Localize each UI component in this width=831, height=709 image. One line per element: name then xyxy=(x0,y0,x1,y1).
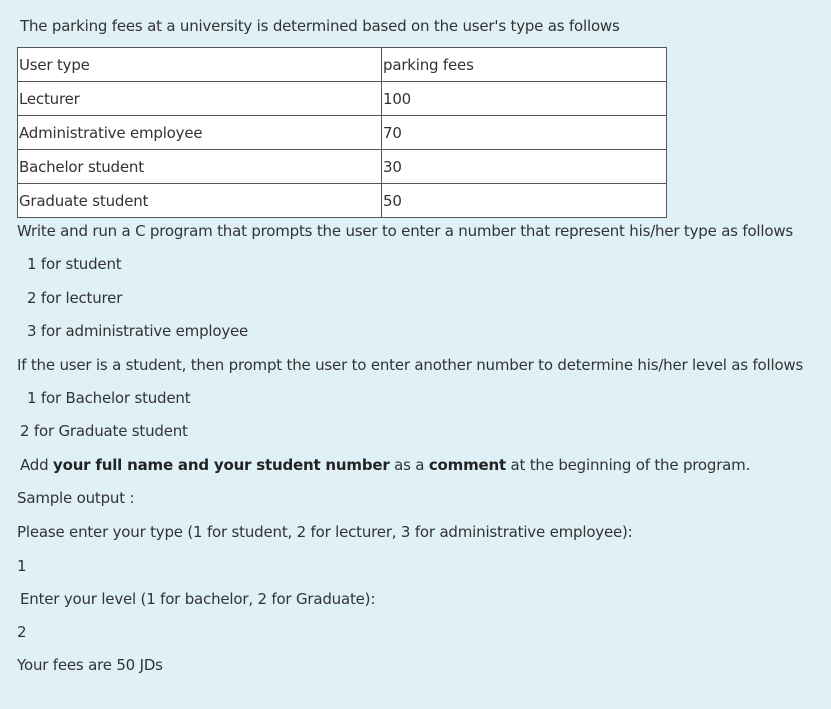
cell-user-type: Bachelor student xyxy=(18,150,382,184)
comment-note-prefix: Add xyxy=(20,456,54,474)
type-option: 3 for administrative employee xyxy=(27,322,249,340)
sample-output-line: 1 xyxy=(17,557,27,575)
level-option: 2 for Graduate student xyxy=(20,422,188,440)
table-row xyxy=(18,184,667,218)
type-option: 1 for student xyxy=(27,255,122,273)
type-option: 2 for lecturer xyxy=(27,289,123,307)
student-prompt-text: If the user is a student, then prompt the user to enter another number to determine his/her level as follows xyxy=(17,356,804,374)
table-row xyxy=(18,150,667,184)
cell-user-type: Graduate student xyxy=(18,184,382,218)
cell-fee: 30 xyxy=(382,150,667,184)
sample-output-line: Your fees are 50 JDs xyxy=(17,656,163,674)
table-row xyxy=(18,116,667,150)
cell-fee: 100 xyxy=(382,82,667,116)
cell-user-type: Lecturer xyxy=(18,82,382,116)
header-parking-fees: parking fees xyxy=(382,48,667,82)
comment-note xyxy=(20,455,750,475)
cell-fee: 50 xyxy=(382,184,667,218)
cell-user-type: Administrative employee xyxy=(18,116,382,150)
sample-output-label: Sample output : xyxy=(17,489,135,507)
comment-note-middle: as a xyxy=(389,456,429,474)
parking-fees-table xyxy=(17,47,667,218)
level-option: 1 for Bachelor student xyxy=(27,389,191,407)
comment-note-bold-name: your full name and your student number xyxy=(53,456,390,474)
sample-output-line: 2 xyxy=(17,623,27,641)
task-text: Write and run a C program that prompts the user to enter a number that represent his/her type as follows xyxy=(17,222,794,240)
comment-note-bold-comment: comment xyxy=(428,456,506,474)
header-user-type: User type xyxy=(18,48,382,82)
table-header-row xyxy=(18,48,667,82)
intro-text: The parking fees at a university is determined based on the user's type as follows xyxy=(20,17,620,35)
table-row xyxy=(18,82,667,116)
comment-note-suffix: at the beginning of the program. xyxy=(505,456,751,474)
sample-output-line: Enter your level (1 for bachelor, 2 for Graduate): xyxy=(20,590,376,608)
sample-output-line: Please enter your type (1 for student, 2 for lecturer, 3 for administrative employee): xyxy=(17,523,633,541)
cell-fee: 70 xyxy=(382,116,667,150)
